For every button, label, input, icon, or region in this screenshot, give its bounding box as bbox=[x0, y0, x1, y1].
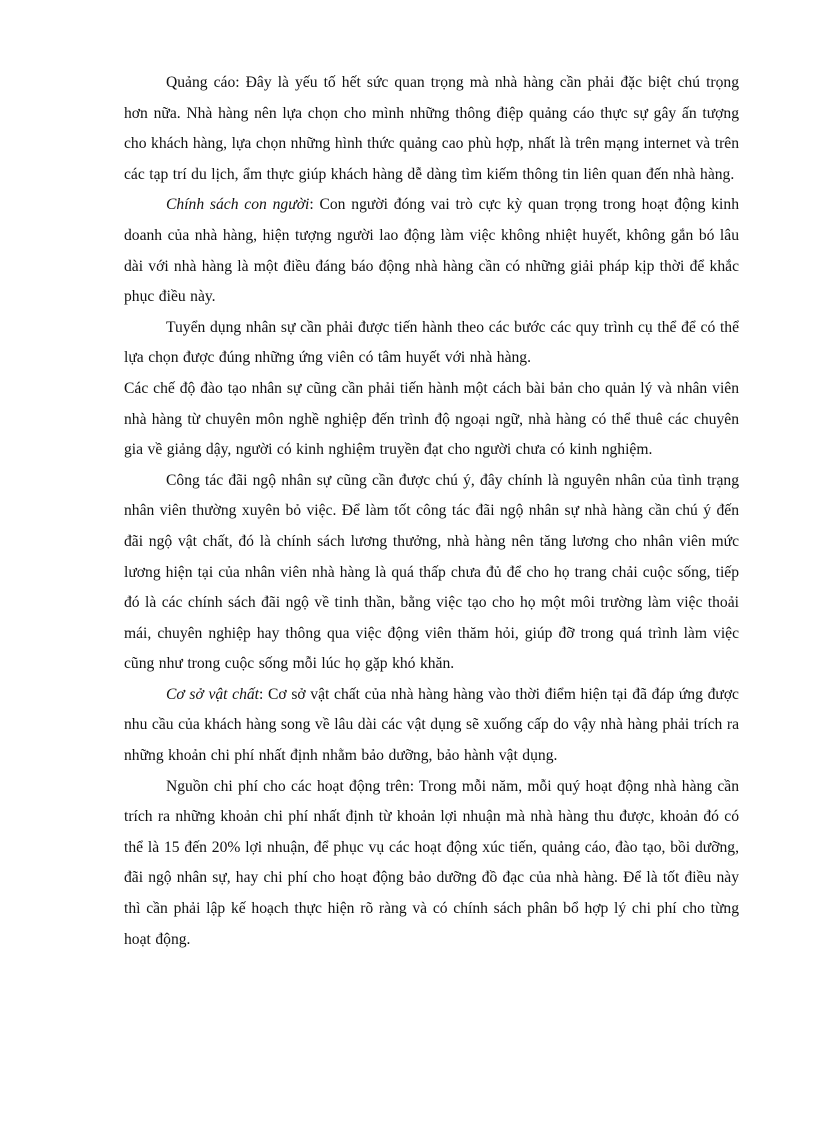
paragraph-compensation bbox=[124, 466, 739, 680]
paragraph-text: Công tác đãi ngộ nhân sự cũng cần được chú ý, đây chính là nguyên nhân của tình trạng nhân viên thường xuyên bỏ việc. Để làm tốt công tác đãi ngộ nhân sự nhà hàng cần chú ý đến đãi ngộ vật chất, đó là chính sách lương thưởng, nhà hàng nên tăng lương cho nhân viên mức lương hiện tại của nhân viên nhà hàng là quá thấp chưa đủ để cho họ trang chải cuộc sống, tiếp đó là các chính sách đãi ngộ về tinh thần, bằng việc tạo cho họ một môi trường làm việc thoải mái, chuyên nghiệp hay thông qua việc động viên thăm hỏi, giúp đỡ trong quá trình làm việc cũng như trong cuộc sống mỗi lúc họ gặp khó khăn. bbox=[124, 471, 739, 673]
paragraph-training bbox=[124, 374, 739, 466]
paragraph-recruitment bbox=[124, 313, 739, 374]
body-text bbox=[124, 68, 739, 955]
paragraph-heading: Chính sách con người bbox=[166, 196, 310, 214]
paragraph-text: Nguồn chi phí cho các hoạt động trên: Trong mỗi năm, mỗi quý hoạt động nhà hàng cần trích ra những khoản chi phí nhất định từ khoản lợi nhuận mà nhà hàng thu được, khoản đó có thể là 15 đến 20% lợi nhuận, để phục vụ các hoạt động xúc tiến, quảng cáo, đào tạo, bồi dưỡng, đãi ngộ nhân sự, hay chi phí cho hoạt động bảo dưỡng đồ đạc của nhà hàng. Để là tốt điều này thì cần phải lập kế hoạch thực hiện rõ ràng và có chính sách phân bổ hợp lý chi phí cho từng hoạt động. bbox=[124, 777, 739, 948]
paragraph-text: Tuyển dụng nhân sự cần phải được tiến hành theo các bước các quy trình cụ thể để có thể lựa chọn được đúng những ứng viên có tâm huyết với nhà hàng. bbox=[124, 318, 739, 367]
paragraph-human-policy bbox=[124, 190, 739, 312]
paragraph-heading: Cơ sở vật chất bbox=[166, 685, 260, 703]
paragraph-text: Quảng cáo: Đây là yếu tố hết sức quan trọng mà nhà hàng cần phải đặc biệt chú trọng hơn nữa. Nhà hàng nên lựa chọn cho mình những thông điệp quảng cáo thực sự gây ấn tượng cho khách hàng, lựa chọn những hình thức quảng cao phù hợp, nhất là trên mạng internet và trên các tạp trí du lịch, ẩm thực giúp khách hàng dễ dàng tìm kiếm thông tin liên quan đến nhà hàng. bbox=[124, 74, 739, 183]
paragraph-text: Các chế độ đào tạo nhân sự cũng cần phải tiến hành một cách bài bản cho quản lý và nhân viên nhà hàng từ chuyên môn nghề nghiệp đến trình độ ngoại ngữ, nhà hàng có thể thuê các chuyên gia về giảng dậy, người có kinh nghiệm truyền đạt cho người chưa có kinh nghiệm. bbox=[124, 379, 739, 459]
paragraph-facilities bbox=[124, 680, 739, 772]
paragraph-costs bbox=[124, 772, 739, 956]
paragraph-text: : Cơ sở vật chất của nhà hàng hàng vào thời điểm hiện tại đã đáp ứng được nhu cầu của khách hàng song về lâu dài các vật dụng sẽ xuống cấp do vậy nhà hàng phải trích ra những khoản chi phí nhất định nhằm bảo dưỡng, bảo hành vật dụng. bbox=[124, 685, 739, 765]
paragraph-text: : Con người đóng vai trò cực kỳ quan trọng trong hoạt động kinh doanh của nhà hàng, hiện tượng người lao động làm việc không nhiệt huyết, không gắn bó lâu dài với nhà hàng là một điều đáng báo động nhà hàng cần có những giải pháp kịp thời để khắc phục điều này. bbox=[124, 196, 739, 306]
paragraph-advertising bbox=[124, 68, 739, 190]
